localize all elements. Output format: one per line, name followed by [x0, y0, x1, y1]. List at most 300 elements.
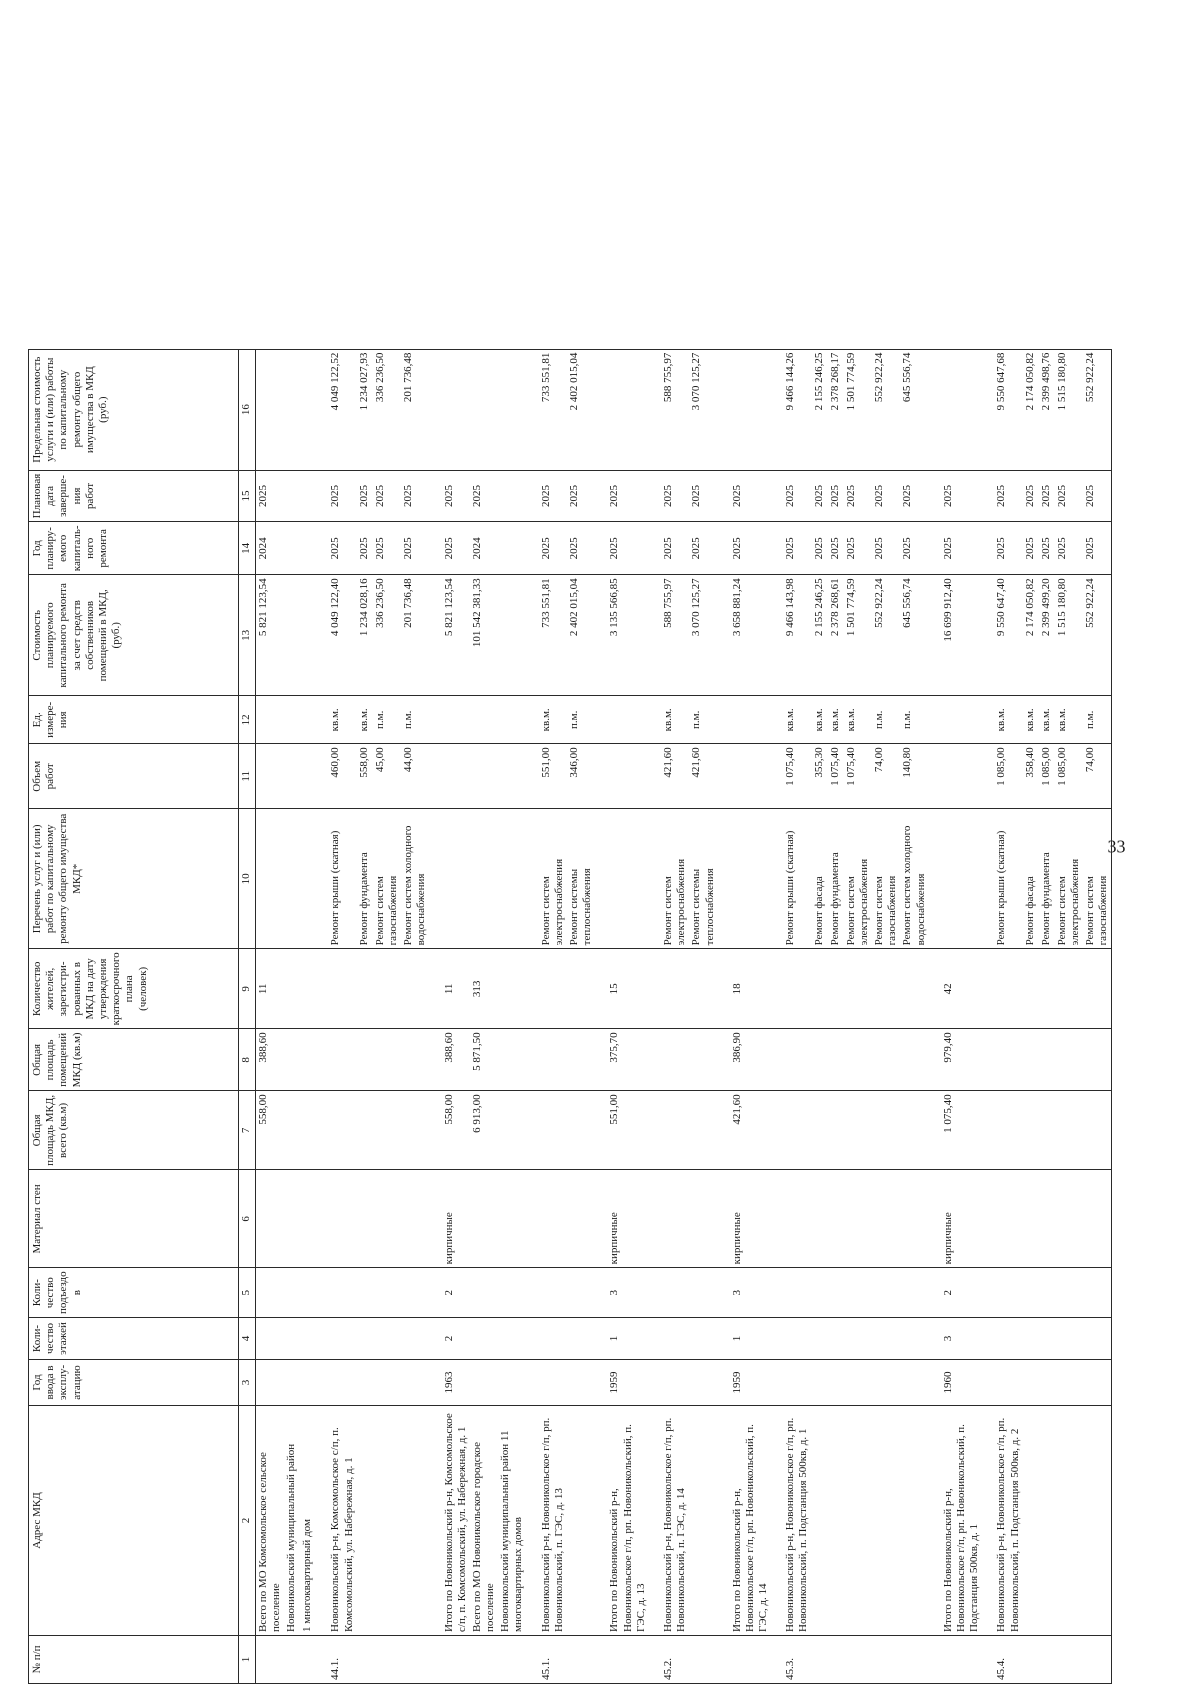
spacer-cell: [527, 1360, 539, 1406]
repair-year-cell: 2024: [256, 522, 285, 575]
work-type-cell: Ремонт систем газоснабжения: [373, 809, 401, 949]
spacer-cell: [771, 1318, 783, 1360]
row-number-cell: [1039, 1636, 1055, 1684]
spacer-cell: [718, 1360, 730, 1406]
spacer-cell: [595, 1091, 607, 1170]
spacer-cell: [649, 809, 661, 949]
total-area-cell: [872, 1091, 900, 1170]
unit-cell: [300, 696, 316, 744]
spacer-cell: [649, 1268, 661, 1318]
entrances-cell: [1039, 1268, 1055, 1318]
spacer-cell: [430, 1636, 442, 1684]
unit-cell: [256, 696, 285, 744]
header-cell: Коли-чество этажей: [29, 1318, 239, 1360]
total-area-cell: 558,00: [442, 1091, 470, 1170]
wall-material-cell: [539, 1170, 567, 1268]
completion-year-cell: 2025: [1055, 470, 1083, 522]
planned-cost-cell: 2 402 015,04: [567, 575, 595, 696]
work-type-cell: Ремонт системы теплоснабжения: [567, 809, 595, 949]
wall-material-cell: кирпичные: [941, 1170, 983, 1268]
work-volume-cell: [284, 744, 300, 809]
address-cell: [1039, 1406, 1055, 1636]
year-built-cell: [1039, 1360, 1055, 1406]
entrances-cell: [1023, 1268, 1039, 1318]
spacer-cell: [430, 744, 442, 809]
spacer-cell: [929, 470, 941, 522]
column-number: 11: [239, 744, 256, 809]
year-built-cell: [844, 1360, 872, 1406]
work-type-cell: [442, 809, 470, 949]
premises-area-cell: [812, 1029, 828, 1091]
spacer-cell: [649, 1318, 661, 1360]
address-cell: Итого по Новоникольский р-н, Новоникольское г/п, рп. Новоникольский, п. Подстанция 500кв, д. 1: [941, 1406, 983, 1636]
spacer-cell: [649, 470, 661, 522]
entrances-cell: [256, 1268, 285, 1318]
max-cost-cell: 201 736,48: [401, 349, 429, 470]
work-volume-cell: [256, 744, 285, 809]
entrances-cell: [539, 1268, 567, 1318]
row-number-cell: [498, 1636, 526, 1684]
planned-cost-cell: 733 551,81: [539, 575, 567, 696]
floors-cell: 1: [607, 1318, 649, 1360]
spacer-cell: [771, 1360, 783, 1406]
work-type-cell: Ремонт фундамента: [1039, 809, 1055, 949]
completion-year-cell: 2025: [373, 470, 401, 522]
spacer-cell: [718, 1636, 730, 1684]
entrances-cell: [357, 1268, 373, 1318]
spacer-cell: [316, 1268, 328, 1318]
entrances-cell: [828, 1268, 844, 1318]
work-volume-cell: 421,60: [689, 744, 717, 809]
spacer-cell: [929, 1636, 941, 1684]
completion-year-cell: [300, 470, 316, 522]
max-cost-cell: 1 515 180,80: [1055, 349, 1083, 470]
premises-area-cell: [872, 1029, 900, 1091]
planned-cost-cell: 552 922,24: [872, 575, 900, 696]
work-type-cell: Ремонт крыши (скатная): [994, 809, 1022, 949]
wall-material-cell: [994, 1170, 1022, 1268]
address-cell: [401, 1406, 429, 1636]
completion-year-cell: 2025: [357, 470, 373, 522]
total-area-cell: [300, 1091, 316, 1170]
entrances-cell: [567, 1268, 595, 1318]
max-cost-cell: 2 155 246,25: [812, 349, 828, 470]
max-cost-cell: 588 755,97: [661, 349, 689, 470]
floors-cell: [872, 1318, 900, 1360]
total-area-cell: [1055, 1091, 1083, 1170]
entrances-cell: [689, 1268, 717, 1318]
header-cell: Стоимость планируемого капитального ремонта за счет средств собственников помещений в МКД, (руб.): [29, 575, 239, 696]
wall-material-cell: [828, 1170, 844, 1268]
year-built-cell: [498, 1360, 526, 1406]
completion-year-cell: 2025: [941, 470, 983, 522]
spacer-cell: [649, 349, 661, 470]
max-cost-cell: 3 070 125,27: [689, 349, 717, 470]
total-area-cell: [900, 1091, 928, 1170]
spacer-cell: [982, 349, 994, 470]
row-number-cell: [812, 1636, 828, 1684]
premises-area-cell: 388,60: [442, 1029, 470, 1091]
work-volume-cell: 1 085,00: [1039, 744, 1055, 809]
spacer-cell: [430, 1268, 442, 1318]
completion-year-cell: 2025: [1023, 470, 1039, 522]
repair-year-cell: 2025: [442, 522, 470, 575]
spacer-row: [430, 349, 442, 1683]
spacer-cell: [982, 1029, 994, 1091]
spacer-cell: [718, 470, 730, 522]
floors-cell: 1: [730, 1318, 772, 1360]
planned-cost-cell: 2 155 246,25: [812, 575, 828, 696]
address-cell: [844, 1406, 872, 1636]
spacer-cell: [649, 1360, 661, 1406]
max-cost-cell: [498, 349, 526, 470]
residents-cell: [357, 949, 373, 1029]
unit-cell: кв.м.: [328, 696, 356, 744]
max-cost-cell: [300, 349, 316, 470]
premises-area-cell: [994, 1029, 1022, 1091]
total-area-cell: [373, 1091, 401, 1170]
floors-cell: 2: [442, 1318, 470, 1360]
completion-year-cell: 2025: [401, 470, 429, 522]
spacer-cell: [982, 696, 994, 744]
work-type-cell: [498, 809, 526, 949]
year-built-cell: [470, 1360, 498, 1406]
spacer-cell: [718, 349, 730, 470]
spacer-cell: [982, 522, 994, 575]
premises-area-cell: [300, 1029, 316, 1091]
spacer-cell: [718, 1268, 730, 1318]
row-number-cell: [1023, 1636, 1039, 1684]
address-cell: Новоникольский муниципальный район 11 многоквартирных домов: [498, 1406, 526, 1636]
repair-year-cell: 2025: [900, 522, 928, 575]
table-row: [357, 349, 373, 1683]
spacer-cell: [771, 744, 783, 809]
spacer-cell: [527, 1091, 539, 1170]
header-cell: Объем работ: [29, 744, 239, 809]
wall-material-cell: [357, 1170, 373, 1268]
floors-cell: [539, 1318, 567, 1360]
year-built-cell: [567, 1360, 595, 1406]
unit-cell: п.м.: [872, 696, 900, 744]
planned-cost-cell: [284, 575, 300, 696]
work-volume-cell: 1 075,40: [783, 744, 811, 809]
address-cell: Итого по Новоникольский р-н, Новоникольское г/п, рп. Новоникольский, п. ГЭС, д. 13: [607, 1406, 649, 1636]
planned-cost-cell: 552 922,24: [1083, 575, 1112, 696]
spacer-cell: [982, 470, 994, 522]
work-volume-cell: 44,00: [401, 744, 429, 809]
planned-cost-cell: 9 466 143,98: [783, 575, 811, 696]
completion-year-cell: 2025: [661, 470, 689, 522]
unit-cell: [941, 696, 983, 744]
table-row: [498, 349, 526, 1683]
total-area-cell: 558,00: [256, 1091, 285, 1170]
entrances-cell: [328, 1268, 356, 1318]
unit-cell: кв.м.: [357, 696, 373, 744]
table-row: [1023, 349, 1039, 1683]
row-number-cell: [401, 1636, 429, 1684]
spacer-cell: [430, 522, 442, 575]
table-row: [1083, 349, 1112, 1683]
wall-material-cell: кирпичные: [607, 1170, 649, 1268]
max-cost-cell: 9 550 647,68: [994, 349, 1022, 470]
spacer-cell: [649, 1029, 661, 1091]
entrances-cell: 3: [607, 1268, 649, 1318]
work-volume-cell: 460,00: [328, 744, 356, 809]
spacer-cell: [527, 949, 539, 1029]
column-number: 12: [239, 696, 256, 744]
spacer-cell: [771, 1029, 783, 1091]
entrances-cell: [300, 1268, 316, 1318]
entrances-cell: [1083, 1268, 1112, 1318]
spacer-cell: [430, 349, 442, 470]
work-volume-cell: 1 085,00: [1055, 744, 1083, 809]
floors-cell: [401, 1318, 429, 1360]
row-number-cell: [284, 1636, 300, 1684]
repair-year-cell: 2025: [357, 522, 373, 575]
completion-year-cell: [284, 470, 300, 522]
residents-cell: [783, 949, 811, 1029]
total-area-cell: [994, 1091, 1022, 1170]
unit-cell: п.м.: [373, 696, 401, 744]
table-row: [941, 349, 983, 1683]
year-built-cell: [689, 1360, 717, 1406]
floors-cell: [812, 1318, 828, 1360]
column-number: 9: [239, 949, 256, 1029]
row-number-cell: [828, 1636, 844, 1684]
wall-material-cell: кирпичные: [442, 1170, 470, 1268]
floors-cell: [470, 1318, 498, 1360]
spacer-cell: [649, 575, 661, 696]
work-volume-cell: 140,80: [900, 744, 928, 809]
work-volume-cell: [730, 744, 772, 809]
work-type-cell: Ремонт фасада: [1023, 809, 1039, 949]
floors-cell: [689, 1318, 717, 1360]
address-cell: Новоникольский р-н, Комсомольское с/п, п. Комсомольский, ул. Набережная, д. 1: [328, 1406, 356, 1636]
table-row: [401, 349, 429, 1683]
row-number-cell: 45.3.: [783, 1636, 811, 1684]
residents-cell: [498, 949, 526, 1029]
entrances-cell: [872, 1268, 900, 1318]
wall-material-cell: [1055, 1170, 1083, 1268]
planned-cost-cell: 3 658 881,24: [730, 575, 772, 696]
total-area-cell: [812, 1091, 828, 1170]
work-volume-cell: 45,00: [373, 744, 401, 809]
header-cell: Адрес МКД: [29, 1406, 239, 1636]
table-row: [442, 349, 470, 1683]
capital-repair-table: [28, 349, 1112, 1684]
column-number: 8: [239, 1029, 256, 1091]
unit-cell: [730, 696, 772, 744]
work-type-cell: Ремонт крыши (скатная): [783, 809, 811, 949]
spacer-row: [982, 349, 994, 1683]
unit-cell: [498, 696, 526, 744]
unit-cell: п.м.: [689, 696, 717, 744]
spacer-cell: [316, 744, 328, 809]
spacer-cell: [929, 1091, 941, 1170]
total-area-cell: [661, 1091, 689, 1170]
repair-year-cell: 2025: [941, 522, 983, 575]
row-number-cell: [941, 1636, 983, 1684]
repair-year-cell: 2025: [828, 522, 844, 575]
planned-cost-cell: 588 755,97: [661, 575, 689, 696]
work-volume-cell: 1 075,40: [844, 744, 872, 809]
max-cost-cell: 336 236,50: [373, 349, 401, 470]
year-built-cell: [994, 1360, 1022, 1406]
address-cell: Итого по Новоникольский р-н, Новоникольское г/п, рп. Новоникольский, п. ГЭС, д. 14: [730, 1406, 772, 1636]
spacer-cell: [771, 1268, 783, 1318]
work-type-cell: [256, 809, 285, 949]
row-number-cell: [357, 1636, 373, 1684]
table-row: [689, 349, 717, 1683]
spacer-cell: [718, 744, 730, 809]
header-cell: Материал стен: [29, 1170, 239, 1268]
address-cell: [689, 1406, 717, 1636]
column-number-row: [239, 349, 256, 1683]
column-number: 16: [239, 349, 256, 470]
total-area-cell: 551,00: [607, 1091, 649, 1170]
entrances-cell: [783, 1268, 811, 1318]
spacer-cell: [316, 470, 328, 522]
unit-cell: п.м.: [567, 696, 595, 744]
total-area-cell: [783, 1091, 811, 1170]
repair-year-cell: 2025: [994, 522, 1022, 575]
max-cost-cell: [470, 349, 498, 470]
work-volume-cell: 1 075,40: [828, 744, 844, 809]
year-built-cell: [300, 1360, 316, 1406]
repair-year-cell: 2024: [470, 522, 498, 575]
total-area-cell: [328, 1091, 356, 1170]
work-type-cell: Ремонт фундамента: [357, 809, 373, 949]
year-built-cell: 1959: [607, 1360, 649, 1406]
max-cost-cell: 2 378 268,17: [828, 349, 844, 470]
year-built-cell: [661, 1360, 689, 1406]
residents-cell: [1039, 949, 1055, 1029]
year-built-cell: [900, 1360, 928, 1406]
year-built-cell: [783, 1360, 811, 1406]
table-row: [539, 349, 567, 1683]
repair-year-cell: 2025: [1039, 522, 1055, 575]
total-area-cell: [1023, 1091, 1039, 1170]
repair-year-cell: 2025: [373, 522, 401, 575]
spacer-cell: [595, 1029, 607, 1091]
premises-area-cell: [328, 1029, 356, 1091]
spacer-cell: [771, 809, 783, 949]
total-area-cell: 421,60: [730, 1091, 772, 1170]
column-number: 5: [239, 1268, 256, 1318]
max-cost-cell: 645 556,74: [900, 349, 928, 470]
table-row: [844, 349, 872, 1683]
spacer-cell: [316, 949, 328, 1029]
table-row: [567, 349, 595, 1683]
spacer-cell: [771, 1170, 783, 1268]
spacer-cell: [771, 349, 783, 470]
floors-cell: [900, 1318, 928, 1360]
residents-cell: [401, 949, 429, 1029]
wall-material-cell: [567, 1170, 595, 1268]
year-built-cell: [828, 1360, 844, 1406]
floors-cell: [661, 1318, 689, 1360]
planned-cost-cell: 16 699 912,40: [941, 575, 983, 696]
row-number-cell: [256, 1636, 285, 1684]
residents-cell: 11: [256, 949, 285, 1029]
entrances-cell: 2: [442, 1268, 470, 1318]
table-row: [730, 349, 772, 1683]
planned-cost-cell: 1 501 774,59: [844, 575, 872, 696]
work-volume-cell: 358,40: [1023, 744, 1039, 809]
unit-cell: кв.м.: [1039, 696, 1055, 744]
wall-material-cell: [498, 1170, 526, 1268]
address-cell: [828, 1406, 844, 1636]
unit-cell: кв.м.: [844, 696, 872, 744]
row-number-cell: [844, 1636, 872, 1684]
spacer-cell: [595, 1318, 607, 1360]
total-area-cell: [357, 1091, 373, 1170]
premises-area-cell: [539, 1029, 567, 1091]
spacer-cell: [527, 696, 539, 744]
spacer-cell: [929, 349, 941, 470]
planned-cost-cell: 5 821 123,54: [442, 575, 470, 696]
address-cell: 1 многоквартирный дом: [300, 1406, 316, 1636]
total-area-cell: [1039, 1091, 1055, 1170]
spacer-cell: [595, 744, 607, 809]
planned-cost-cell: 201 736,48: [401, 575, 429, 696]
max-cost-cell: [256, 349, 285, 470]
table-row: [828, 349, 844, 1683]
spacer-cell: [430, 575, 442, 696]
wall-material-cell: [401, 1170, 429, 1268]
header-cell: Коли-чество подъездо в: [29, 1268, 239, 1318]
work-volume-cell: 1 085,00: [994, 744, 1022, 809]
spacer-cell: [929, 1360, 941, 1406]
unit-cell: кв.м.: [661, 696, 689, 744]
spacer-cell: [595, 809, 607, 949]
premises-area-cell: [689, 1029, 717, 1091]
repair-year-cell: 2025: [730, 522, 772, 575]
premises-area-cell: [828, 1029, 844, 1091]
spacer-cell: [595, 470, 607, 522]
year-built-cell: [539, 1360, 567, 1406]
planned-cost-cell: 4 049 122,40: [328, 575, 356, 696]
spacer-cell: [771, 470, 783, 522]
repair-year-cell: 2025: [401, 522, 429, 575]
spacer-cell: [929, 696, 941, 744]
spacer-row: [929, 349, 941, 1683]
year-built-cell: [1023, 1360, 1039, 1406]
table-row: [1039, 349, 1055, 1683]
work-type-cell: Ремонт систем электроснабжения: [844, 809, 872, 949]
spacer-cell: [595, 1170, 607, 1268]
spacer-cell: [929, 1406, 941, 1636]
row-number-cell: 45.1.: [539, 1636, 567, 1684]
unit-cell: [442, 696, 470, 744]
repair-year-cell: 2025: [844, 522, 872, 575]
spacer-row: [527, 349, 539, 1683]
planned-cost-cell: 9 550 647,40: [994, 575, 1022, 696]
floors-cell: [284, 1318, 300, 1360]
wall-material-cell: [872, 1170, 900, 1268]
spacer-cell: [929, 522, 941, 575]
column-number: 15: [239, 470, 256, 522]
entrances-cell: [900, 1268, 928, 1318]
max-cost-cell: [941, 349, 983, 470]
address-cell: [373, 1406, 401, 1636]
floors-cell: [498, 1318, 526, 1360]
total-area-cell: 6 913,00: [470, 1091, 498, 1170]
premises-area-cell: [1083, 1029, 1112, 1091]
spacer-cell: [316, 349, 328, 470]
max-cost-cell: 552 922,24: [872, 349, 900, 470]
wall-material-cell: [1083, 1170, 1112, 1268]
